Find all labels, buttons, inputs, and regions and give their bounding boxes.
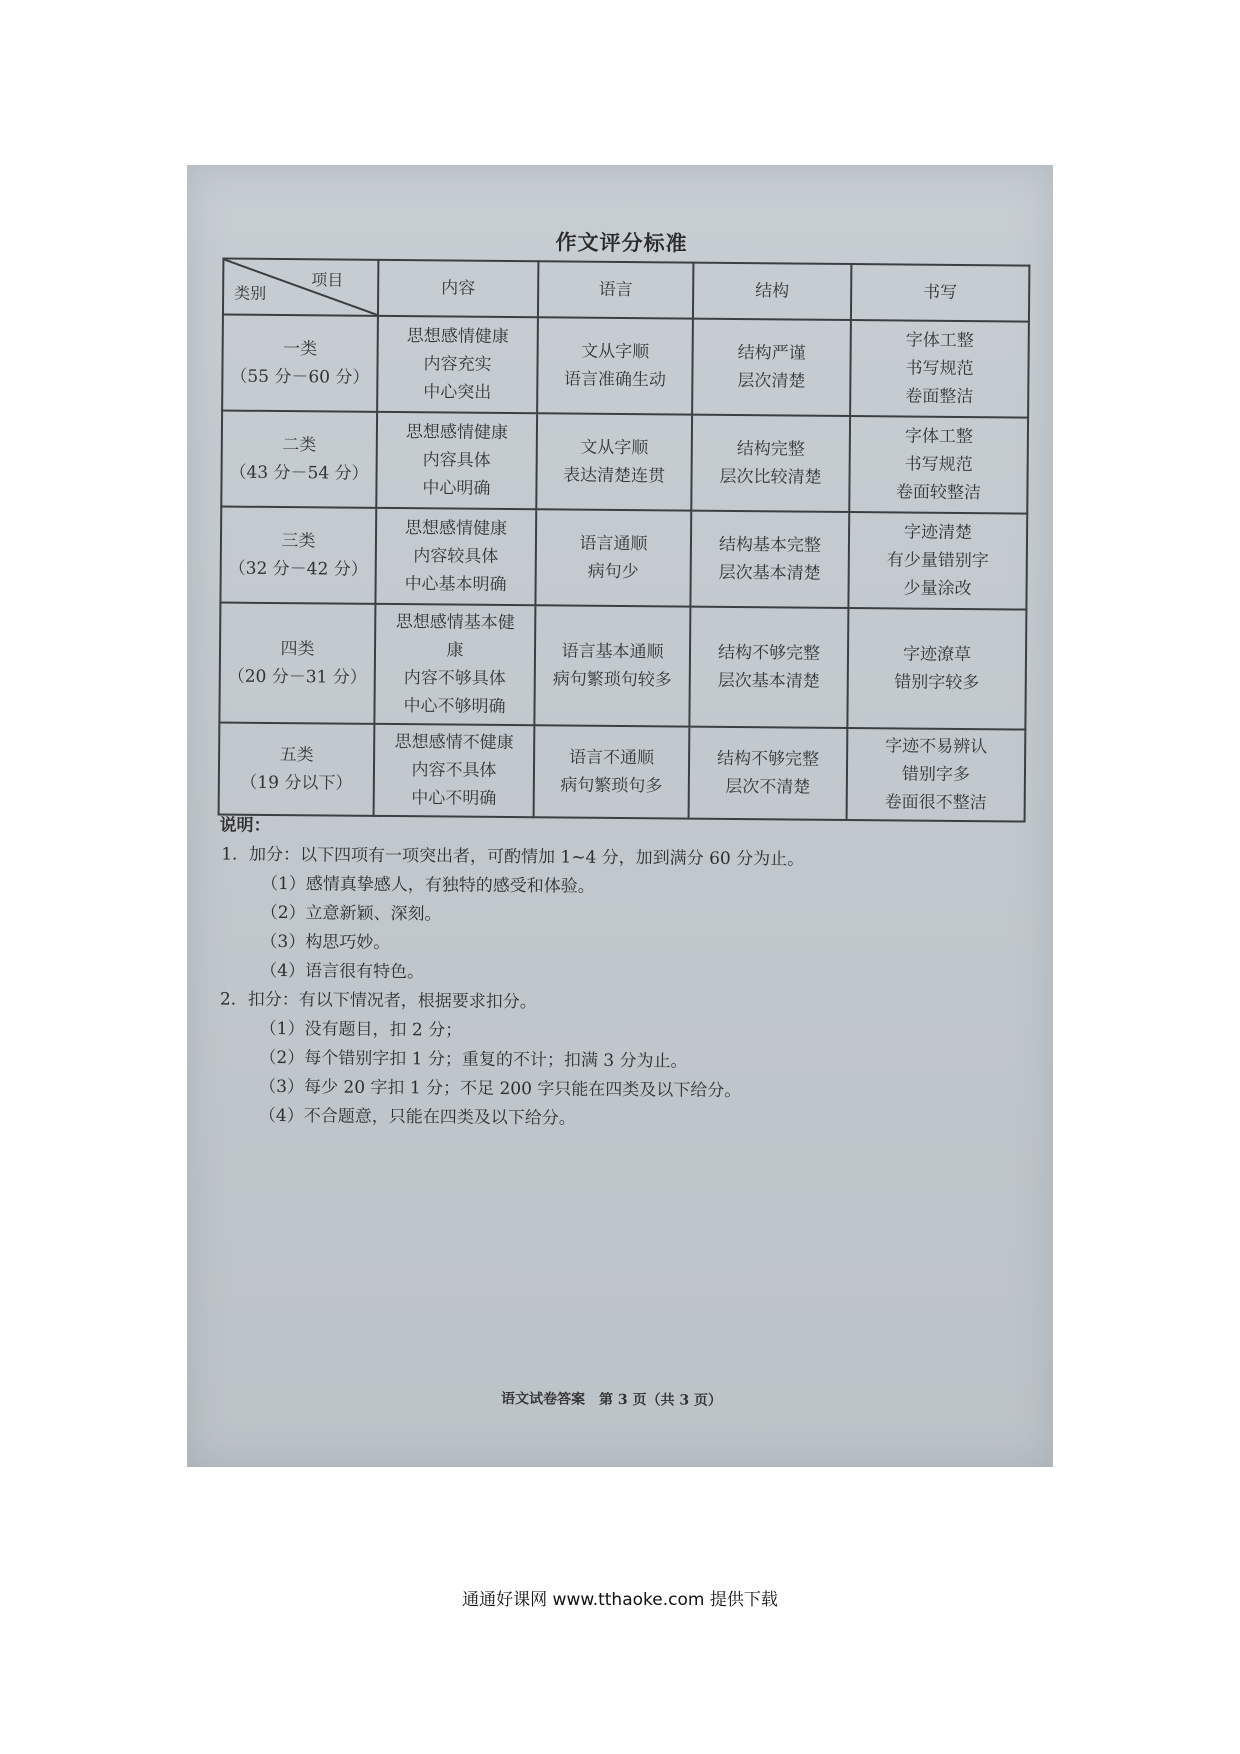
cell-line: 思想感情不健康: [394, 732, 514, 754]
page-title: 作文评分标准: [555, 229, 688, 256]
cell-line: 字迹潦草: [902, 644, 972, 666]
cell-line: 语言不通顺: [569, 747, 655, 769]
cell-line: 语言通顺: [579, 533, 648, 555]
cell-line: 内容不具体: [411, 760, 497, 781]
score-range: （19 分以下）: [240, 772, 353, 794]
category-cell: [222, 315, 378, 412]
table-row: [219, 603, 1026, 730]
cell-line: 层次清楚: [737, 371, 806, 392]
writing-cell: [849, 416, 1028, 514]
cell-line: 少量涂改: [903, 578, 972, 600]
category-name: 四类: [280, 639, 315, 660]
photographed-page: [187, 165, 1053, 1467]
content-cell: [376, 412, 537, 509]
add-points-item: （4）语言很有特色。: [260, 960, 425, 983]
cell-line: 语言准确生动: [563, 369, 666, 391]
cell-line: 中心不够明确: [403, 696, 506, 718]
category-cell: [221, 411, 377, 508]
structure-cell: [690, 511, 849, 608]
cell-line: 语言基本通顺: [561, 641, 664, 663]
cell-line: 内容具体: [422, 450, 491, 471]
category-name: 三类: [281, 531, 316, 552]
cell-line: 思想感情健康: [406, 326, 509, 348]
column-header: 结构: [693, 263, 851, 320]
cell-line: 中心不明确: [411, 788, 497, 809]
deduct-points-item: （1）没有题目，扣 2 分；: [259, 1018, 463, 1041]
corner-bottom-label: 类别: [234, 283, 267, 303]
cell-line: 字体工整: [905, 330, 974, 352]
cell-line: 思想感情健康: [405, 518, 508, 540]
writing-cell: [850, 320, 1029, 418]
cell-line: 思想感情基本健: [395, 612, 515, 634]
deduct-points-rule: 2．扣分：有以下情况者，根据要求扣分。: [219, 989, 537, 1013]
category-cell: [219, 603, 375, 724]
cell-line: 书写规范: [904, 454, 973, 476]
paper-sheet: [178, 161, 1055, 1471]
language-cell: [537, 317, 693, 414]
cell-line: 结构不够完整: [717, 642, 821, 664]
add-points-item: （1）感情真挚感人，有独特的感受和体验。: [260, 873, 595, 897]
category-cell: [220, 507, 376, 604]
cell-line: 字体工整: [904, 426, 973, 448]
cell-line: 有少量错别字: [886, 550, 989, 572]
cell-line: 思想感情健康: [405, 422, 509, 444]
structure-cell: [691, 415, 850, 512]
language-cell: [536, 413, 692, 510]
cell-line: 中心突出: [423, 382, 492, 403]
score-range: （20 分－31 分）: [227, 666, 367, 688]
add-points-rule: 1．加分：以下四项有一项突出者，可酌情加 1~4 分，加到满分 60 分为止。: [221, 844, 805, 870]
cell-line: 内容不够具体: [403, 668, 506, 690]
table-row: [221, 411, 1028, 514]
deduct-points-item: （3）每少 20 字扣 1 分；不足 200 字只能在四类及以下给分。: [259, 1076, 742, 1102]
column-header: 语言: [538, 261, 693, 318]
language-cell: [534, 605, 690, 726]
category-name: 五类: [279, 745, 314, 766]
deduct-points-item: （2）每个错别字扣 1 分；重复的不计；扣满 3 分为止。: [259, 1047, 688, 1072]
cell-line: 文从字顺: [580, 437, 649, 459]
cell-line: 书写规范: [905, 358, 974, 380]
content-cell: [377, 316, 538, 413]
writing-cell: [847, 728, 1026, 822]
cell-line: 卷面很不整洁: [884, 792, 987, 814]
cell-line: 结构完整: [736, 439, 805, 460]
column-header: 书写: [851, 264, 1029, 322]
page-number-footer: 语文试卷答案 第 3 页（共 3 页）: [500, 1390, 723, 1409]
header-row: [223, 259, 1029, 322]
rubric-table: [218, 258, 1031, 823]
cell-line: 结构基本完整: [718, 534, 822, 556]
structure-cell: [689, 607, 848, 728]
score-range: （55 分－60 分）: [230, 366, 370, 388]
cell-line: 层次不清楚: [725, 776, 811, 798]
add-points-item: （3）构思巧妙。: [260, 931, 391, 954]
table-row: [222, 315, 1029, 418]
corner-cell: [223, 259, 378, 316]
notes-section: [217, 812, 1020, 1138]
content-cell: [374, 604, 535, 725]
corner-top-label: 项目: [311, 270, 344, 290]
language-cell: [534, 725, 690, 818]
cell-line: 卷面整洁: [905, 386, 974, 408]
add-points-item: （2）立意新颖、深刻。: [260, 902, 442, 925]
cell-line: 结构不够完整: [717, 748, 820, 770]
cell-line: 病句少: [587, 561, 639, 583]
download-watermark: 通通好课网 www.tthaoke.com 提供下载: [462, 1590, 778, 1610]
score-range: （43 分－54 分）: [229, 462, 369, 484]
deduct-points-item: （4）不合题意，只能在四类及以下给分。: [258, 1105, 576, 1129]
cell-line: 中心基本明确: [404, 574, 507, 596]
table-row: [219, 723, 1026, 822]
column-header: 内容: [378, 260, 538, 317]
cell-line: 层次基本清楚: [718, 562, 821, 584]
category-cell: [219, 723, 375, 816]
cell-line: 层次比较清楚: [719, 466, 822, 488]
cell-line: 病句繁琐句多: [560, 775, 663, 797]
cell-line: 康: [446, 640, 464, 661]
table-row: [220, 507, 1027, 610]
cell-line: 表达清楚连贯: [562, 465, 666, 487]
cell-line: 错别字多: [901, 764, 971, 786]
content-cell: [375, 508, 536, 605]
cell-line: 病句繁琐句较多: [552, 669, 672, 691]
category-name: 二类: [282, 435, 317, 456]
notes-heading: 说明：: [219, 815, 271, 836]
category-name: 一类: [283, 339, 318, 360]
writing-cell: [847, 608, 1026, 730]
cell-line: 字迹清楚: [903, 522, 973, 544]
cell-line: 内容充实: [423, 354, 492, 375]
cell-line: 卷面较整洁: [895, 482, 982, 504]
language-cell: [535, 509, 691, 606]
writing-cell: [848, 512, 1027, 610]
structure-cell: [689, 727, 848, 820]
cell-line: 错别字较多: [894, 672, 980, 694]
content-cell: [374, 724, 535, 817]
score-range: （32 分－42 分）: [228, 558, 368, 580]
cell-line: 层次基本清楚: [717, 670, 820, 692]
cell-line: 内容较具体: [413, 546, 499, 567]
cell-line: 结构严谨: [737, 343, 806, 364]
cell-line: 字迹不易辨认: [885, 736, 988, 758]
cell-line: 文从字顺: [581, 341, 650, 363]
structure-cell: [692, 319, 851, 416]
cell-line: 中心明确: [422, 478, 491, 499]
